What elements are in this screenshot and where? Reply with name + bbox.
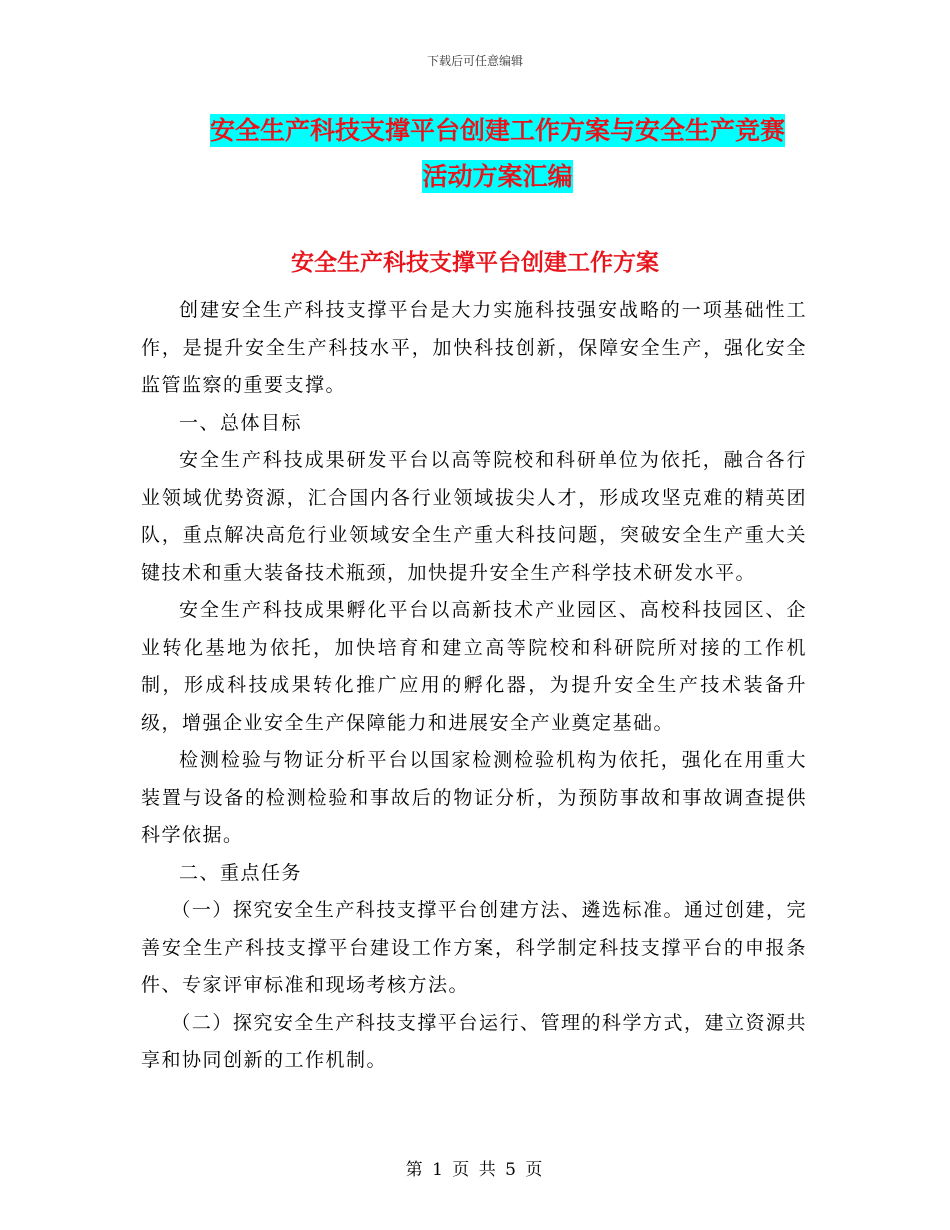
header-note: 下载后可任意编辑 xyxy=(426,54,523,68)
page-number-footer: 第 1 页 共 5 页 xyxy=(405,1160,545,1180)
paragraph-intro: 创建安全生产科技支撑平台是大力实施科技强安战略的一项基础性工作，是提升安全生产科技水平，加快科技创新，保障安全生产，强化安全监管监察的重要支撑。 xyxy=(141,299,807,396)
paragraph-incubation-platform: 安全生产科技成果孵化平台以高新技术产业园区、高校科技园区、企业转化基地为依托，加快培育和建立高等院校和科研院所对接的工作机制，形成科技成果转化推广应用的孵化器，为提升安全生产技术装备升级，增强企业安全生产保障能力和进展安全产业奠定基础。 xyxy=(141,599,807,734)
paragraph-task-2: （二）探究安全生产科技支撑平台运行、管理的科学方式，建立资源共享和协同创新的工作机制。 xyxy=(141,1011,807,1071)
paragraph-testing-platform: 检测检验与物证分析平台以国家检测检验机构为依托，强化在用重大装置与设备的检测检验和事故后的物证分析，为预防事故和事故调查提供科学依据。 xyxy=(141,749,807,846)
paragraph-rd-platform: 安全生产科技成果研发平台以高等院校和科研单位为依托，融合各行业领域优势资源，汇合国内各行业领域拔尖人才，形成攻坚克难的精英团队，重点解决高危行业领域安全生产重大科技问题，突破安全生产重大关键技术和重大装备技术瓶颈，加快提升安全生产科学技术研发水平。 xyxy=(141,449,807,584)
main-title-line-1: 安全生产科技支撑平台创建工作方案与安全生产竞赛 xyxy=(209,116,785,145)
paragraph-task-1: （一）探究安全生产科技支撑平台创建方法、遴选标准。通过创建，完善安全生产科技支撑平台建设工作方案，科学制定科技支撑平台的申报条件、专家评审标准和现场考核方法。 xyxy=(141,899,807,996)
document-main-title xyxy=(140,108,855,200)
heading-overall-goal: 一、总体目标 xyxy=(179,411,303,434)
heading-key-tasks: 二、重点任务 xyxy=(179,861,303,884)
main-title-line-2: 活动方案汇编 xyxy=(422,162,573,191)
document-body xyxy=(141,292,807,1080)
section-title: 安全生产科技支撑平台创建工作方案 xyxy=(291,250,659,276)
